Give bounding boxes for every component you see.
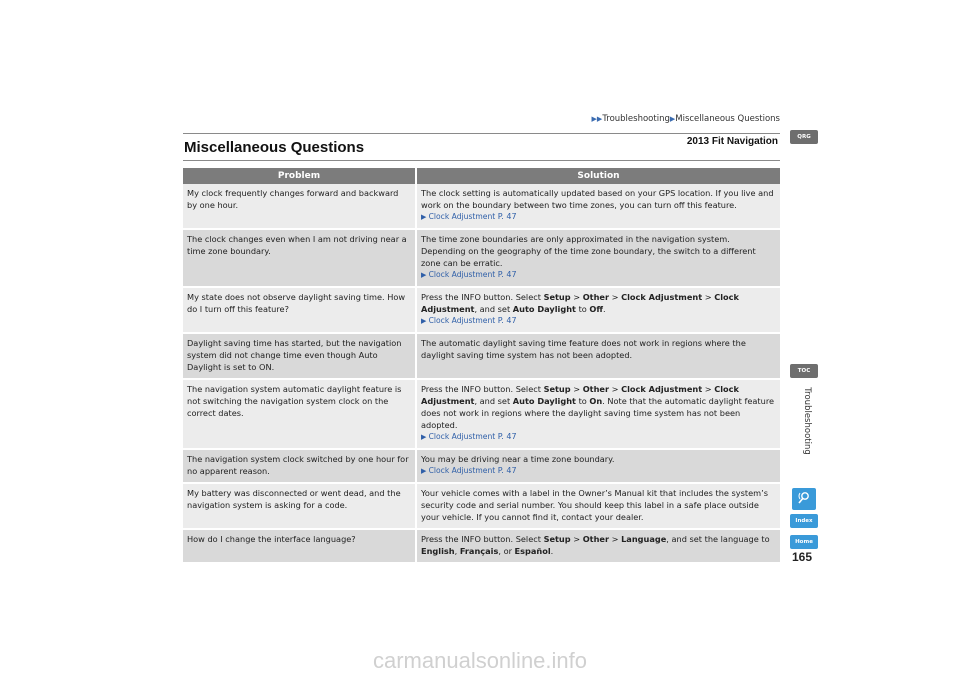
problem-cell: My battery was disconnected or went dead, and the navigation system is asking for a code. bbox=[183, 483, 416, 529]
reference-arrow-icon: ▶ bbox=[421, 271, 429, 279]
model-name: 2013 Fit Navigation bbox=[686, 136, 778, 147]
section-label: Troubleshooting bbox=[802, 387, 812, 455]
solution-text: You may be driving near a time zone boundary. bbox=[421, 454, 615, 464]
index-tab[interactable]: Index bbox=[790, 514, 818, 528]
solution-text: Press the INFO button. Select Setup > Other > Clock Adjustment > Clock Adjustment, and set Auto Daylight to On. Note that the automatic daylight feature does not work in regions where the daylight saving time system has not been adopted. bbox=[421, 384, 775, 430]
voice-search-icon bbox=[792, 488, 816, 510]
page-number: 165 bbox=[791, 550, 813, 564]
problem-cell: My state does not observe daylight saving time. How do I turn off this feature? bbox=[183, 287, 416, 333]
reference-label: Clock Adjustment bbox=[428, 212, 496, 221]
cross-reference-link[interactable] bbox=[421, 315, 776, 327]
toc-tab[interactable]: TOC bbox=[790, 364, 818, 378]
reference-page: P. 47 bbox=[497, 466, 517, 475]
table-row bbox=[183, 184, 780, 229]
solution-text: The automatic daylight saving time feature does not work in regions where the daylight saving time system has not been adopted. bbox=[421, 338, 746, 360]
solution-cell bbox=[416, 333, 780, 379]
reference-arrow-icon: ▶ bbox=[421, 317, 429, 325]
table-row bbox=[183, 287, 780, 333]
reference-page: P. 47 bbox=[497, 270, 517, 279]
problem-cell: Daylight saving time has started, but the navigation system did not change time even though Auto Daylight is set to ON. bbox=[183, 333, 416, 379]
table-row bbox=[183, 333, 780, 379]
troubleshooting-table bbox=[183, 168, 780, 564]
reference-arrow-icon: ▶ bbox=[421, 433, 429, 441]
solution-cell bbox=[416, 229, 780, 287]
problem-cell: The clock changes even when I am not driving near a time zone boundary. bbox=[183, 229, 416, 287]
table-row bbox=[183, 483, 780, 529]
solution-text: The clock setting is automatically updated based on your GPS location. If you live and work on the boundary between two time zones, you can turn off this feature. bbox=[421, 188, 774, 210]
search-button[interactable] bbox=[792, 488, 816, 510]
column-header-problem: Problem bbox=[183, 168, 416, 184]
breadcrumb-arrow-icon: ▶ bbox=[669, 115, 676, 123]
solution-cell bbox=[416, 529, 780, 563]
table-body bbox=[183, 184, 780, 563]
solution-text: Press the INFO button. Select Setup > Other > Language, and set the language to English, Français, or Español. bbox=[421, 534, 770, 556]
column-header-solution: Solution bbox=[416, 168, 780, 184]
problem-cell: How do I change the interface language? bbox=[183, 529, 416, 563]
reference-label: Clock Adjustment bbox=[428, 270, 496, 279]
page-title: Miscellaneous Questions bbox=[184, 139, 365, 156]
header-divider-top bbox=[183, 133, 780, 134]
home-tab[interactable]: Home bbox=[790, 535, 818, 549]
cross-reference-link[interactable] bbox=[421, 465, 776, 477]
breadcrumb-item-misc: Miscellaneous Questions bbox=[675, 114, 780, 124]
cross-reference-link[interactable] bbox=[421, 431, 776, 443]
reference-label: Clock Adjustment bbox=[428, 432, 496, 441]
table-row bbox=[183, 379, 780, 449]
solution-cell bbox=[416, 449, 780, 483]
cross-reference-link[interactable] bbox=[421, 269, 776, 281]
reference-label: Clock Adjustment bbox=[428, 466, 496, 475]
problem-cell: The navigation system clock switched by one hour for no apparent reason. bbox=[183, 449, 416, 483]
solution-cell bbox=[416, 379, 780, 449]
solution-text: The time zone boundaries are only approximated in the navigation system. Depending on the geography of the time zone boundary, the switch to a different zone can be erratic. bbox=[421, 234, 756, 268]
problem-cell: The navigation system automatic daylight feature is not switching the navigation system clock on the correct dates. bbox=[183, 379, 416, 449]
table-row bbox=[183, 449, 780, 483]
solution-text: Press the INFO button. Select Setup > Other > Clock Adjustment > Clock Adjustment, and set Auto Daylight to Off. bbox=[421, 292, 739, 314]
header-divider-bottom bbox=[183, 160, 780, 161]
table-row bbox=[183, 529, 780, 563]
problem-cell: My clock frequently changes forward and backward by one hour. bbox=[183, 184, 416, 229]
breadcrumb bbox=[590, 114, 780, 124]
reference-arrow-icon: ▶ bbox=[421, 467, 429, 475]
reference-page: P. 47 bbox=[497, 432, 517, 441]
solution-text: Your vehicle comes with a label in the Owner’s Manual kit that includes the system’s security code and serial number. You should keep this label in a safe place outside your vehicle. If you cannot find it, contact your dealer. bbox=[421, 488, 768, 522]
watermark: carmanualsonline.info bbox=[372, 648, 588, 673]
reference-label: Clock Adjustment bbox=[428, 316, 496, 325]
breadcrumb-item-troubleshooting[interactable]: Troubleshooting bbox=[602, 114, 670, 124]
solution-cell bbox=[416, 483, 780, 529]
table-header-row bbox=[183, 168, 780, 184]
table-row bbox=[183, 229, 780, 287]
reference-page: P. 47 bbox=[497, 212, 517, 221]
reference-page: P. 47 bbox=[497, 316, 517, 325]
cross-reference-link[interactable] bbox=[421, 211, 776, 223]
solution-cell bbox=[416, 184, 780, 229]
reference-arrow-icon: ▶ bbox=[421, 213, 429, 221]
qrg-tab[interactable]: QRG bbox=[790, 130, 818, 144]
breadcrumb-arrow-icon: ▶▶ bbox=[591, 115, 603, 123]
solution-cell bbox=[416, 287, 780, 333]
